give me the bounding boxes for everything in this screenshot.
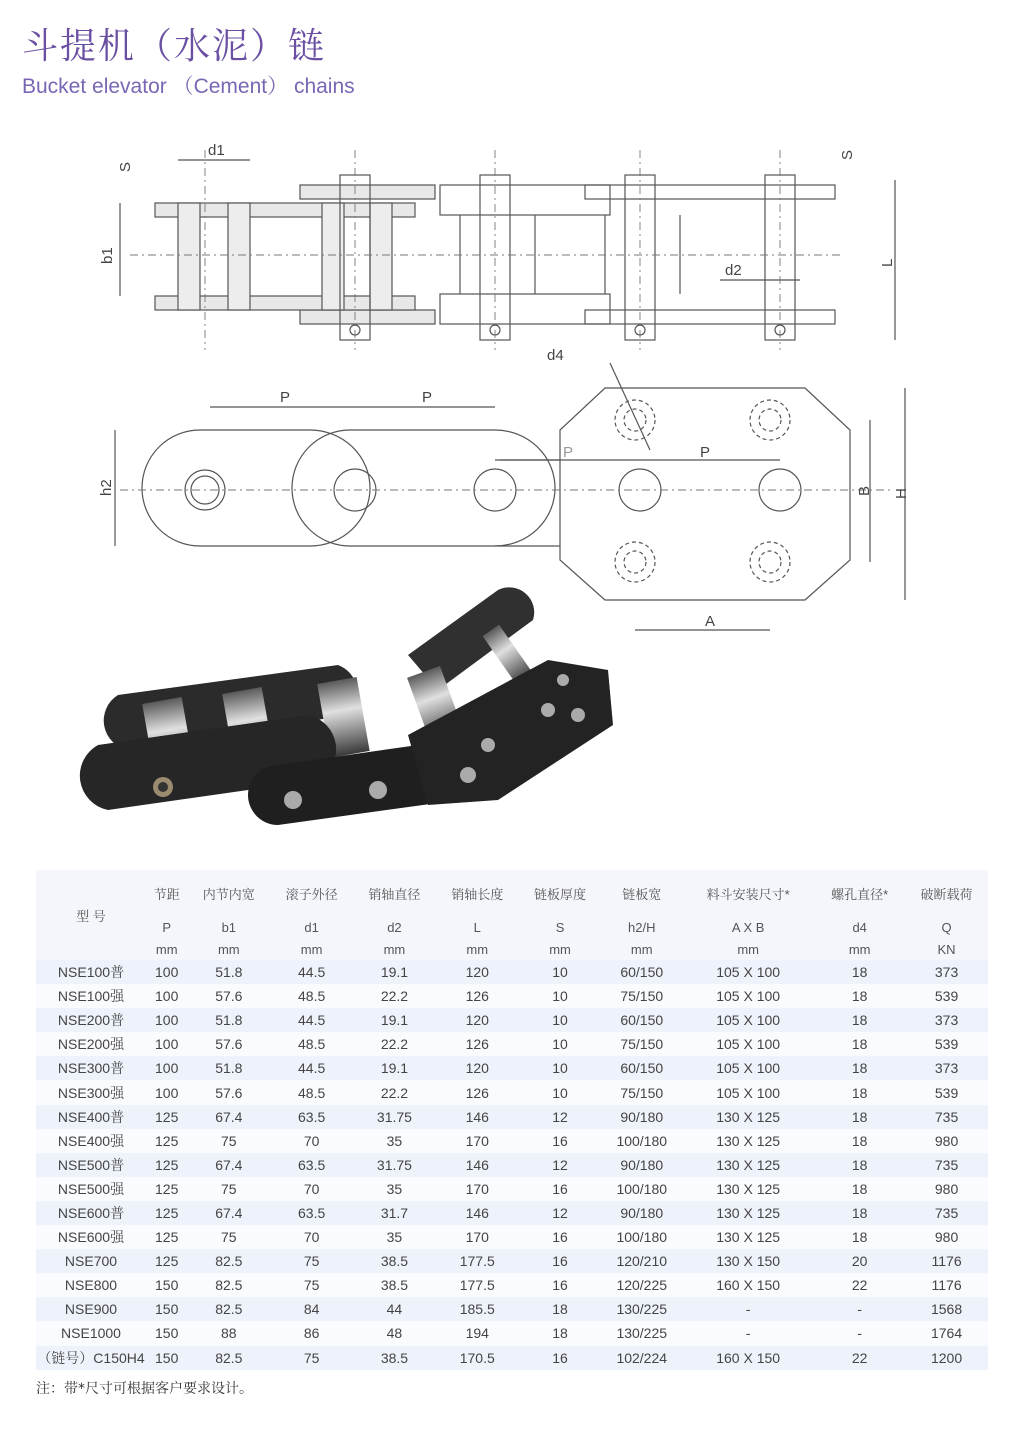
table-header-row	[36, 870, 988, 916]
table-cell: 75	[270, 1249, 353, 1273]
symbol-cell: L	[436, 916, 519, 938]
table-row	[36, 1273, 988, 1297]
table-cell: 19.1	[353, 960, 436, 984]
symbol-cell: h2/H	[601, 916, 682, 938]
attachment-plate	[560, 388, 850, 600]
model-cell: NSE700	[36, 1249, 146, 1273]
table-cell: 160 X 150	[682, 1273, 814, 1297]
symbol-cell: P	[146, 916, 187, 938]
table-cell: 18	[814, 1008, 905, 1032]
table-cell: -	[814, 1297, 905, 1321]
label-H: H	[893, 488, 910, 499]
table-cell: 146	[436, 1153, 519, 1177]
label-d2: d2	[725, 262, 742, 279]
table-cell: 130 X 125	[682, 1225, 814, 1249]
model-cell: NSE900	[36, 1297, 146, 1321]
table-row	[36, 1105, 988, 1129]
table-cell: 130 X 125	[682, 1129, 814, 1153]
table-cell: 70	[270, 1177, 353, 1201]
table-cell: 12	[519, 1201, 602, 1225]
table-cell: 19.1	[353, 1056, 436, 1080]
unit-cell: mm	[187, 938, 270, 960]
table-cell: 177.5	[436, 1249, 519, 1273]
footnote: 注：带*尺寸可根据客户要求设计。	[36, 1381, 253, 1397]
model-cell: NSE500普	[36, 1153, 146, 1177]
table-cell: 84	[270, 1297, 353, 1321]
outer-plate-bottom	[300, 310, 435, 324]
table-cell: 67.4	[187, 1201, 270, 1225]
table-cell: 126	[436, 984, 519, 1008]
table-cell: 22.2	[353, 984, 436, 1008]
table-cell: 120/225	[601, 1273, 682, 1297]
model-cell: NSE300普	[36, 1056, 146, 1080]
table-cell: 63.5	[270, 1105, 353, 1129]
table-cell: 120	[436, 960, 519, 984]
table-cell: 120/210	[601, 1249, 682, 1273]
symbol-cell: b1	[187, 916, 270, 938]
table-cell: 48.5	[270, 1032, 353, 1056]
unit-cell: mm	[814, 938, 905, 960]
table-cell: 18	[814, 1177, 905, 1201]
table-cell: 1176	[905, 1273, 988, 1297]
table-cell: 44.5	[270, 1008, 353, 1032]
table-cell: 150	[146, 1321, 187, 1345]
table-cell: 125	[146, 1129, 187, 1153]
table-cell: 105 X 100	[682, 984, 814, 1008]
table-cell: 10	[519, 984, 602, 1008]
page-subtitle: Bucket elevator （Cement） chains	[22, 75, 355, 98]
table-cell: 63.5	[270, 1201, 353, 1225]
col-header-pitch: 节距	[146, 870, 187, 916]
table-cell: 100/180	[601, 1177, 682, 1201]
table-cell: 31.75	[353, 1105, 436, 1129]
table-cell: 150	[146, 1273, 187, 1297]
table-cell: 67.4	[187, 1153, 270, 1177]
table-cell: 10	[519, 1032, 602, 1056]
table-row	[36, 1321, 988, 1345]
table-cell: 82.5	[187, 1249, 270, 1273]
unit-cell: mm	[601, 938, 682, 960]
table-cell: 57.6	[187, 984, 270, 1008]
table-cell: 170.5	[436, 1346, 519, 1370]
model-cell: NSE500强	[36, 1177, 146, 1201]
table-cell: 12	[519, 1153, 602, 1177]
table-row	[36, 1346, 988, 1370]
table-cell: 18	[814, 1080, 905, 1104]
table-cell: 105 X 100	[682, 1008, 814, 1032]
table-cell: 125	[146, 1177, 187, 1201]
table-cell: 90/180	[601, 1105, 682, 1129]
model-cell: （链号）C150H4	[36, 1346, 146, 1370]
label-h2: h2	[98, 479, 115, 496]
table-cell: 150	[146, 1297, 187, 1321]
table-row	[36, 1201, 988, 1225]
table-cell: 22.2	[353, 1080, 436, 1104]
spec-table	[36, 870, 988, 1370]
col-header-pin-dia: 销轴直径	[353, 870, 436, 916]
table-cell: 18	[814, 1201, 905, 1225]
table-row	[36, 1225, 988, 1249]
table-body	[36, 960, 988, 1370]
table-cell: 146	[436, 1201, 519, 1225]
table-cell: 150	[146, 1346, 187, 1370]
table-cell: 539	[905, 1032, 988, 1056]
table-cell: 170	[436, 1177, 519, 1201]
roller-3	[322, 203, 344, 310]
table-cell: 75/150	[601, 984, 682, 1008]
table-cell: 22	[814, 1346, 905, 1370]
model-cell: NSE100强	[36, 984, 146, 1008]
table-cell: 12	[519, 1105, 602, 1129]
table-cell: 18	[814, 1225, 905, 1249]
table-cell: 735	[905, 1153, 988, 1177]
unit-cell: mm	[353, 938, 436, 960]
table-cell: 100	[146, 960, 187, 984]
table-cell: 18	[519, 1321, 602, 1345]
table-cell: -	[682, 1321, 814, 1345]
table-cell: 105 X 100	[682, 1056, 814, 1080]
symbol-cell: d2	[353, 916, 436, 938]
table-cell: 18	[814, 1032, 905, 1056]
table-cell: 38.5	[353, 1249, 436, 1273]
table-cell: 1176	[905, 1249, 988, 1273]
table-cell: 373	[905, 960, 988, 984]
table-cell: 735	[905, 1201, 988, 1225]
table-cell: 18	[814, 1105, 905, 1129]
col-header-bolt-hole: 螺孔直径*	[814, 870, 905, 916]
table-cell: 75	[187, 1129, 270, 1153]
model-cell: NSE1000	[36, 1321, 146, 1345]
table-cell: 170	[436, 1225, 519, 1249]
table-cell: 16	[519, 1273, 602, 1297]
table-cell: 1200	[905, 1346, 988, 1370]
col-header-pin-length: 销轴长度	[436, 870, 519, 916]
outer-plate-top	[300, 185, 435, 199]
model-cell: NSE200强	[36, 1032, 146, 1056]
table-cell: 126	[436, 1080, 519, 1104]
table-cell: 126	[436, 1032, 519, 1056]
symbol-cell: d1	[270, 916, 353, 938]
table-row	[36, 1080, 988, 1104]
table-cell: 60/150	[601, 1008, 682, 1032]
table-cell: 75	[187, 1225, 270, 1249]
chain-product-photo	[78, 575, 638, 835]
table-cell: 125	[146, 1105, 187, 1129]
table-cell: 194	[436, 1321, 519, 1345]
table-cell: 44.5	[270, 1056, 353, 1080]
table-cell: 18	[519, 1297, 602, 1321]
table-cell: 75/150	[601, 1032, 682, 1056]
col-header-inner-width: 内节内宽	[187, 870, 270, 916]
table-row	[36, 1056, 988, 1080]
table-symbol-row	[36, 916, 988, 938]
table-cell: 22.2	[353, 1032, 436, 1056]
unit-cell: mm	[682, 938, 814, 960]
unit-cell: mm	[519, 938, 602, 960]
label-P1: P	[280, 389, 291, 406]
model-cell: NSE400普	[36, 1105, 146, 1129]
table-cell: 75	[270, 1273, 353, 1297]
table-cell: 130/225	[601, 1297, 682, 1321]
table-row	[36, 1032, 988, 1056]
label-P4: P	[700, 444, 711, 461]
model-cell: NSE800	[36, 1273, 146, 1297]
table-cell: 18	[814, 1129, 905, 1153]
table-cell: 539	[905, 1080, 988, 1104]
table-cell: 100/180	[601, 1225, 682, 1249]
table-cell: 100/180	[601, 1129, 682, 1153]
table-cell: 980	[905, 1177, 988, 1201]
table-cell: 16	[519, 1225, 602, 1249]
roller-4	[370, 203, 392, 310]
table-cell: -	[682, 1297, 814, 1321]
table-cell: 130 X 125	[682, 1177, 814, 1201]
table-cell: 105 X 100	[682, 1080, 814, 1104]
table-cell: 44.5	[270, 960, 353, 984]
table-cell: 90/180	[601, 1153, 682, 1177]
table-cell: 18	[814, 984, 905, 1008]
table-cell: 18	[814, 1153, 905, 1177]
table-cell: 130 X 150	[682, 1249, 814, 1273]
table-cell: 10	[519, 960, 602, 984]
label-d1: d1	[208, 142, 225, 159]
model-cell: NSE200普	[36, 1008, 146, 1032]
table-cell: 120	[436, 1008, 519, 1032]
page-title: 斗提机（水泥）链	[22, 26, 327, 67]
table-cell: 88	[187, 1321, 270, 1345]
table-cell: 60/150	[601, 1056, 682, 1080]
label-P3: P	[563, 444, 574, 461]
col-header-bucket-size: 料斗安装尺寸*	[682, 870, 814, 916]
table-cell: 130 X 125	[682, 1105, 814, 1129]
label-d4: d4	[547, 347, 564, 364]
table-cell: 16	[519, 1346, 602, 1370]
table-cell: 48	[353, 1321, 436, 1345]
table-cell: -	[814, 1321, 905, 1345]
table-cell: 1568	[905, 1297, 988, 1321]
table-cell: 125	[146, 1201, 187, 1225]
table-cell: 57.6	[187, 1080, 270, 1104]
label-B: B	[856, 485, 873, 496]
table-cell: 35	[353, 1225, 436, 1249]
table-cell: 70	[270, 1225, 353, 1249]
table-cell: 31.7	[353, 1201, 436, 1225]
table-cell: 120	[436, 1056, 519, 1080]
table-cell: 22	[814, 1273, 905, 1297]
symbol-cell: Q	[905, 916, 988, 938]
table-cell: 980	[905, 1129, 988, 1153]
table-cell: 51.8	[187, 1056, 270, 1080]
table-cell: 185.5	[436, 1297, 519, 1321]
table-row	[36, 984, 988, 1008]
unit-cell: mm	[146, 938, 187, 960]
table-cell: 38.5	[353, 1346, 436, 1370]
table-cell: 125	[146, 1225, 187, 1249]
table-cell: 82.5	[187, 1346, 270, 1370]
model-cell: NSE600普	[36, 1201, 146, 1225]
roller-1	[178, 203, 200, 310]
col-header-breaking-load: 破断载荷	[905, 870, 988, 916]
table-row	[36, 1129, 988, 1153]
table-cell: 16	[519, 1249, 602, 1273]
table-cell: 10	[519, 1080, 602, 1104]
table-row	[36, 1008, 988, 1032]
col-header-roller-dia: 滚子外径	[270, 870, 353, 916]
table-cell: 51.8	[187, 960, 270, 984]
col-header-plate-width: 链板宽	[601, 870, 682, 916]
label-A: A	[705, 613, 716, 630]
label-L: L	[879, 258, 896, 267]
table-cell: 57.6	[187, 1032, 270, 1056]
table-cell: 51.8	[187, 1008, 270, 1032]
table-cell: 100	[146, 1032, 187, 1056]
table-cell: 75	[270, 1346, 353, 1370]
label-b1: b1	[99, 247, 116, 264]
table-cell: 177.5	[436, 1273, 519, 1297]
col-header-plate-thickness: 链板厚度	[519, 870, 602, 916]
model-cell: NSE600强	[36, 1225, 146, 1249]
table-cell: 539	[905, 984, 988, 1008]
table-cell: 44	[353, 1297, 436, 1321]
table-cell: 75	[187, 1177, 270, 1201]
table-cell: 63.5	[270, 1153, 353, 1177]
table-cell: 10	[519, 1056, 602, 1080]
table-cell: 75/150	[601, 1080, 682, 1104]
table-cell: 18	[814, 1056, 905, 1080]
table-row	[36, 960, 988, 984]
table-cell: 90/180	[601, 1201, 682, 1225]
table-cell: 10	[519, 1008, 602, 1032]
table-row	[36, 1153, 988, 1177]
symbol-cell: S	[519, 916, 602, 938]
table-cell: 105 X 100	[682, 1032, 814, 1056]
unit-cell: mm	[436, 938, 519, 960]
table-cell: 125	[146, 1153, 187, 1177]
table-cell: 373	[905, 1008, 988, 1032]
table-cell: 980	[905, 1225, 988, 1249]
model-cell: NSE100普	[36, 960, 146, 984]
table-cell: 125	[146, 1249, 187, 1273]
table-cell: 170	[436, 1129, 519, 1153]
table-cell: 130 X 125	[682, 1201, 814, 1225]
table-cell: 130/225	[601, 1321, 682, 1345]
table-cell: 105 X 100	[682, 960, 814, 984]
table-row	[36, 1177, 988, 1201]
model-cell: NSE400强	[36, 1129, 146, 1153]
label-s-right: S	[839, 149, 856, 160]
table-cell: 70	[270, 1129, 353, 1153]
table-cell: 130 X 125	[682, 1153, 814, 1177]
model-cell: NSE300强	[36, 1080, 146, 1104]
table-cell: 31.75	[353, 1153, 436, 1177]
table-cell: 19.1	[353, 1008, 436, 1032]
table-cell: 48.5	[270, 1080, 353, 1104]
symbol-cell: A X B	[682, 916, 814, 938]
col-header-model: 型 号	[36, 870, 146, 960]
table-cell: 18	[814, 960, 905, 984]
table-cell: 60/150	[601, 960, 682, 984]
table-cell: 100	[146, 1008, 187, 1032]
label-s-top: S	[117, 161, 134, 172]
table-cell: 16	[519, 1177, 602, 1201]
table-cell: 102/224	[601, 1346, 682, 1370]
table-row	[36, 1249, 988, 1273]
chain-technical-drawing	[60, 130, 940, 640]
bolt-holes	[615, 400, 790, 582]
end-link-plate	[142, 430, 370, 546]
table-cell: 735	[905, 1105, 988, 1129]
table-cell: 67.4	[187, 1105, 270, 1129]
table-cell: 86	[270, 1321, 353, 1345]
label-P2: P	[422, 389, 433, 406]
roller-2	[228, 203, 250, 310]
table-cell: 100	[146, 1080, 187, 1104]
unit-cell: mm	[270, 938, 353, 960]
table-cell: 1764	[905, 1321, 988, 1345]
table-cell: 100	[146, 984, 187, 1008]
table-cell: 48.5	[270, 984, 353, 1008]
table-unit-row	[36, 938, 988, 960]
table-cell: 146	[436, 1105, 519, 1129]
table-cell: 20	[814, 1249, 905, 1273]
symbol-cell: d4	[814, 916, 905, 938]
table-row	[36, 1297, 988, 1321]
table-cell: 100	[146, 1056, 187, 1080]
table-cell: 35	[353, 1129, 436, 1153]
table-cell: 16	[519, 1129, 602, 1153]
table-cell: 82.5	[187, 1273, 270, 1297]
unit-cell: KN	[905, 938, 988, 960]
table-cell: 160 X 150	[682, 1346, 814, 1370]
table-cell: 373	[905, 1056, 988, 1080]
table-cell: 35	[353, 1177, 436, 1201]
table-cell: 82.5	[187, 1297, 270, 1321]
table-cell: 38.5	[353, 1273, 436, 1297]
